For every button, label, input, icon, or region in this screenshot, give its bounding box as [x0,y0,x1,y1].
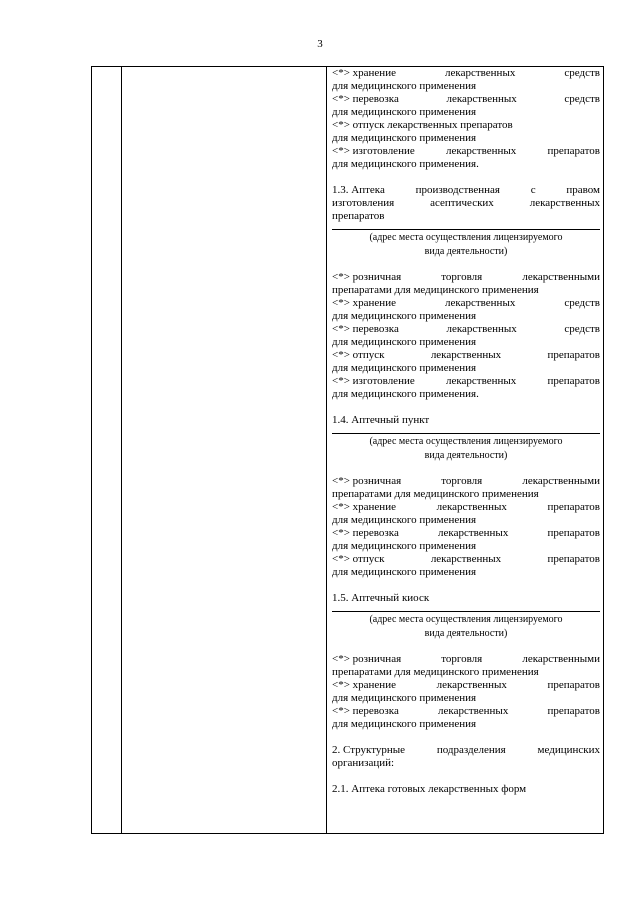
list-item: <*> отпуск лекарственных препаратов [332,553,600,565]
section-heading: изготовления асептических лекарственных [332,197,600,209]
section-heading: 1.3. Аптека производственная с правом [332,184,600,196]
list-item-continuation: для медицинского применения [332,106,477,118]
address-underline [332,229,600,230]
table-column-divider [326,67,327,833]
list-item-continuation: для медицинского применения [332,362,477,374]
list-item: <*> розничная торговля лекарственными [332,475,600,487]
list-item: <*> хранение лекарственных препаратов [332,679,600,691]
address-caption: вида деятельности) [424,450,508,461]
section-heading: 1.4. Аптечный пункт [332,414,430,426]
list-item-continuation: для медицинского применения. [332,388,479,400]
list-item-continuation: для медицинского применения [332,566,477,578]
section-heading: 1.5. Аптечный киоск [332,592,430,604]
list-item-continuation: для медицинского применения [332,310,477,322]
list-item-continuation: препаратами для медицинского применения [332,488,539,500]
list-item-continuation: для медицинского применения [332,336,477,348]
section-1-2-items [332,67,600,171]
section-heading: 2. Структурные подразделения медицинских [332,744,600,756]
list-item: <*> хранение лекарственных препаратов [332,501,600,513]
list-item-continuation: для медицинского применения. [332,158,479,170]
address-caption: (адрес места осуществления лицензируемого [369,614,563,625]
list-item: <*> розничная торговля лекарственными [332,271,600,283]
list-item-continuation: препаратами для медицинского применения [332,284,539,296]
list-item-continuation: для медицинского применения [332,718,477,730]
list-item: <*> хранение лекарственных средств [332,67,600,79]
list-item-continuation: для медицинского применения [332,692,477,704]
section-1-4 [332,414,600,579]
section-2 [332,744,600,770]
address-caption: вида деятельности) [424,246,508,257]
section-2-1 [332,783,600,796]
license-table [91,66,604,834]
table-column-divider [121,67,122,833]
list-item: <*> перевозка лекарственных препаратов [332,705,600,717]
address-caption: вида деятельности) [424,628,508,639]
list-item-continuation: для медицинского применения [332,514,477,526]
section-1-3 [332,184,600,401]
address-caption: (адрес места осуществления лицензируемого [369,436,563,447]
list-item: <*> изготовление лекарственных препаратов [332,145,600,157]
list-item: <*> перевозка лекарственных средств [332,93,600,105]
section-heading: препаратов [332,210,385,222]
list-item: <*> розничная торговля лекарственными [332,653,600,665]
list-item: <*> перевозка лекарственных средств [332,323,600,335]
list-item: <*> изготовление лекарственных препаратов [332,375,600,387]
section-heading: 2.1. Аптека готовых лекарственных форм [332,783,527,795]
list-item: <*> отпуск лекарственных препаратов [332,349,600,361]
section-heading: организаций: [332,757,395,769]
activity-column [332,67,600,796]
list-item: <*> отпуск лекарственных препаратов [332,119,513,131]
list-item: <*> хранение лекарственных средств [332,297,600,309]
page-number: 3 [317,38,323,50]
address-underline [332,611,600,612]
address-caption: (адрес места осуществления лицензируемого [369,232,563,243]
list-item-continuation: для медицинского применения [332,132,477,144]
list-item-continuation: препаратами для медицинского применения [332,666,539,678]
section-1-5 [332,592,600,731]
list-item-continuation: для медицинского применения [332,540,477,552]
list-item: <*> перевозка лекарственных препаратов [332,527,600,539]
list-item-continuation: для медицинского применения [332,80,477,92]
address-underline [332,433,600,434]
